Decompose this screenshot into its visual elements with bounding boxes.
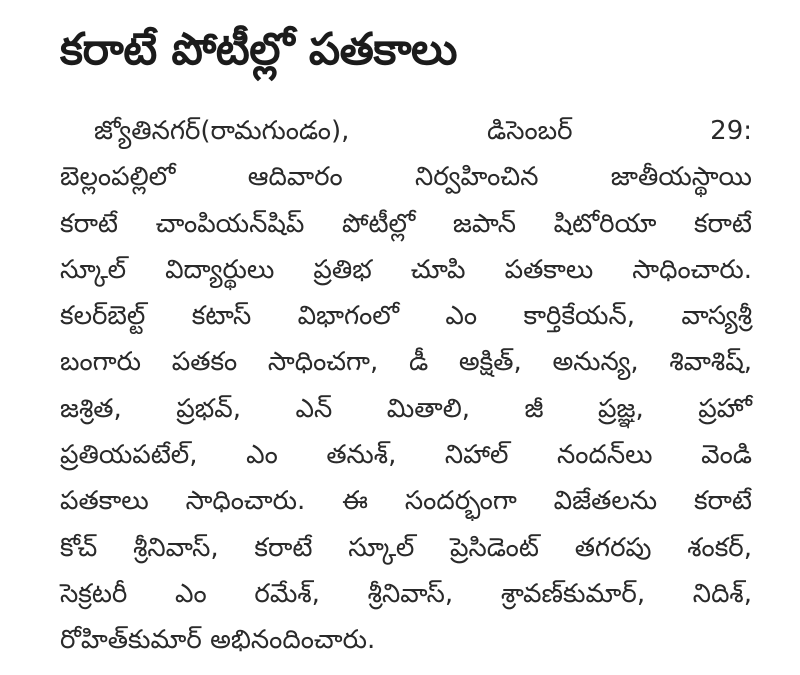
article-line: స్కూల్ విద్యార్థులు ప్రతిభ చూపి పతకాలు సాధించారు. — [60, 254, 752, 285]
article-line: పతకాలు సాధించారు. ఈ సందర్భంగా విజేతలను కరాటే — [60, 486, 752, 517]
article-headline: కరాటే పోటీల్లో పతకాలు — [60, 24, 457, 75]
article-line: ప్రతియపటేల్, ఎం తనుశ్, నిహాల్ నందన్‌లు వెండి — [60, 440, 752, 471]
article-line: జశ్రిత, ప్రభవ్, ఎన్ మితాలి, జీ ప్రజ్ఞ, ప్రహో — [60, 393, 752, 424]
article-line: బంగారు పతకం సాధించగా, డీ అక్షిత్, అనున్య, శివాశిష్, — [60, 347, 752, 378]
article-line: బెల్లంపల్లిలో ఆదివారం నిర్వహించిన జాతీయస్థాయి — [60, 162, 752, 193]
article-line: కోచ్ శ్రీనివాస్, కరాటే స్కూల్ ప్రెసిడెంట్ తగరపు శంకర్, — [60, 532, 752, 563]
article-line-cutoff: రోహిత్‌కుమార్ అభినందించారు. — [60, 625, 376, 656]
article-line: సెక్రటరీ ఎం రమేశ్, శ్రీనివాస్, శ్రావణ్‌కుమార్, నిదిశ్, — [60, 578, 752, 609]
article-line: కరాటే చాంపియన్‌షిప్ పోటీల్లో జపాన్ షిటోరియా కరాటే — [60, 208, 752, 239]
article-line-dateline: జ్యోతినగర్(రామగుండం), డిసెంబర్ 29: — [94, 116, 752, 146]
article-line: కలర్‌బెల్ట్ కటాస్ విభాగంలో ఎం కార్తికేయన్, వాస్యశ్రీ — [60, 301, 752, 332]
article-body — [60, 108, 752, 657]
